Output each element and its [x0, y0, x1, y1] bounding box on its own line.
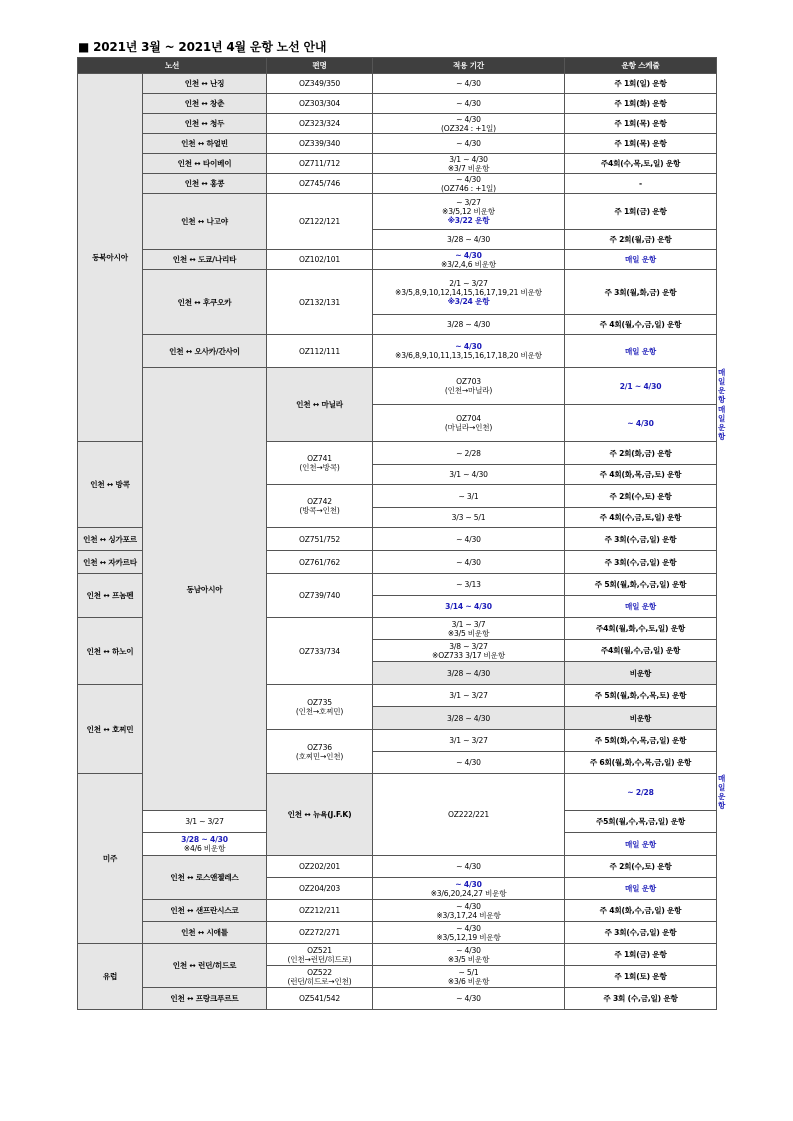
page-title: ■ 2021년 3월 ~ 2021년 4월 운항 노선 안내 [78, 40, 327, 54]
period-cell: 2/1 ~ 3/27 ※3/5,8,9,10,12,14,15,16,17,19,21 비운항 ※3/24 운항 [373, 270, 565, 315]
schedule-cell: 주 2회(수,토) 운항 [565, 856, 717, 878]
period-cell: ~ 3/1 [373, 485, 565, 508]
period-cell: ~ 4/30 ※3/3,17,24 비운항 [373, 900, 565, 922]
schedule-cell: 비운항 [565, 662, 717, 685]
header-schedule: 운항 스케줄 [565, 58, 717, 74]
schedule-cell: 주 4회(화,수,금,일) 운항 [565, 900, 717, 922]
period-cell: 3/28 ~ 4/30 ※4/6 비운항 [143, 833, 267, 856]
schedule-cell: 주 3회(수,금,일) 운항 [565, 528, 717, 551]
table-row [78, 174, 717, 194]
schedule-cell: 비운항 [565, 707, 717, 730]
schedule-cell: 매일 운항 [565, 596, 717, 618]
period-cell: ~ 4/30 ※3/2,4,6 비운항 [373, 250, 565, 270]
period-cell: ~ 2/28 [373, 442, 565, 465]
route-cell: 인천 ↔ 로스앤젤레스 [143, 856, 267, 900]
schedule-cell: 주 4회(수,금,토,일) 운항 [565, 508, 717, 528]
schedule-cell: 주 1회(화) 운항 [565, 94, 717, 114]
route-cell: 인천 ↔ 런던/히드로 [143, 944, 267, 988]
schedule-cell: 주 5회(월,화,수,목,토) 운항 [565, 685, 717, 707]
route-cell: 인천 ↔ 프랑크푸르트 [143, 988, 267, 1010]
route-cell: 인천 ↔ 홍콩 [143, 174, 267, 194]
flight-cell: OZ742 (방콕→인천) [267, 485, 373, 528]
route-cell: 인천 ↔ 뉴욕(J.F.K) [267, 774, 373, 856]
flight-cell: OZ303/304 [267, 94, 373, 114]
period-cell: ~ 4/30 ※3/6,20,24,27 비운항 [373, 878, 565, 900]
route-cell: 인천 ↔ 시애틀 [143, 922, 267, 944]
flight-cell: OZ522 (런던/히드로→인천) [267, 966, 373, 988]
flight-cell: OZ703 (인천→마닐라) [373, 368, 565, 405]
flight-cell: OZ751/752 [267, 528, 373, 551]
schedule-cell: 매일 운항 [565, 250, 717, 270]
flight-cell: OZ222/221 [373, 774, 565, 856]
schedule-cell: 주 4회(화,목,금,토) 운항 [565, 465, 717, 485]
schedule-cell: 주 2회(수,토) 운항 [565, 485, 717, 508]
period-cell: 3/14 ~ 4/30 [373, 596, 565, 618]
route-cell: 인천 ↔ 하얼빈 [143, 134, 267, 154]
table-row [78, 922, 717, 944]
route-cell: 인천 ↔ 난징 [143, 74, 267, 94]
flight-cell: OZ272/271 [267, 922, 373, 944]
schedule-cell: 주5회(월,수,목,금,일) 운항 [565, 811, 717, 833]
flight-cell: OZ349/350 [267, 74, 373, 94]
table-row: 미주 인천 ↔ 뉴욕(J.F.K) OZ222/221 ~ 2/28 매일 운항 [78, 774, 717, 811]
flight-cell: OZ122/121 [267, 194, 373, 250]
period-cell: 3/3 ~ 5/1 [373, 508, 565, 528]
region-northeast-asia: 동북아시아 [78, 74, 143, 442]
flight-cell: OZ736 (호찌민→인천) [267, 730, 373, 774]
schedule-cell: 주4회(월,화,수,토,일) 운항 [565, 618, 717, 640]
schedule-cell: 주 3회(월,화,금) 운항 [565, 270, 717, 315]
period-cell: 3/1 ~ 3/7 ※3/5 비운항 [373, 618, 565, 640]
schedule-cell: 주 3회(수,금,일) 운항 [565, 551, 717, 574]
schedule-cell: 주 4회(월,수,금,일) 운항 [565, 315, 717, 335]
table-row: 동남아시아 인천 ↔ 마닐라 OZ703 (인천→마닐라) 2/1 ~ 4/30 매일 운항 [78, 368, 717, 405]
route-cell: 인천 ↔ 싱가포르 [78, 528, 143, 551]
flight-cell: OZ711/712 [267, 154, 373, 174]
period-cell: 3/8 ~ 3/27 ※OZ733 3/17 비운항 [373, 640, 565, 662]
table-row [78, 270, 717, 315]
flight-cell: OZ739/740 [267, 574, 373, 618]
schedule-cell: - [565, 174, 717, 194]
schedule-cell: 주 3회 (수,금,일) 운항 [565, 988, 717, 1010]
period-cell: ~ 4/30 ※3/5 비운항 [373, 944, 565, 966]
route-cell: 인천 ↔ 프놈펜 [78, 574, 143, 618]
period-cell: ~ 4/30 [373, 528, 565, 551]
table-row [78, 154, 717, 174]
flight-cell: OZ323/324 [267, 114, 373, 134]
table-header-row [78, 58, 717, 74]
route-cell: 인천 ↔ 마닐라 [267, 368, 373, 442]
period-cell: 3/1 ~ 3/27 [373, 730, 565, 752]
flight-cell: OZ204/203 [267, 878, 373, 900]
schedule-cell: 주 1회(토) 운항 [565, 966, 717, 988]
flight-cell: OZ202/201 [267, 856, 373, 878]
period-cell: ~ 4/30 [373, 134, 565, 154]
flight-cell: OZ735 (인천→호찌민) [267, 685, 373, 730]
schedule-cell: 주 2회(화,금) 운항 [565, 442, 717, 465]
period-cell: ~ 3/27 ※3/5,12 비운항 ※3/22 운항 [373, 194, 565, 230]
period-cell: 3/28 ~ 4/30 [373, 315, 565, 335]
table-row [78, 194, 717, 230]
flight-cell: OZ212/211 [267, 900, 373, 922]
schedule-cell: 매일 운항 [565, 833, 717, 856]
schedule-cell: 주 1회(목) 운항 [565, 134, 717, 154]
schedule-cell: 매일 운항 [565, 335, 717, 368]
route-cell: 인천 ↔ 자카르타 [78, 551, 143, 574]
table-row [78, 74, 717, 94]
schedule-cell: 주 5회(월,화,수,금,일) 운항 [565, 574, 717, 596]
route-cell: 인천 ↔ 호찌민 [78, 685, 143, 774]
route-cell: 인천 ↔ 타이베이 [143, 154, 267, 174]
route-cell: 인천 ↔ 도쿄/나리타 [143, 250, 267, 270]
table-row [78, 335, 717, 368]
period-cell: ~ 4/30 [373, 94, 565, 114]
period-cell: 3/28 ~ 4/30 [373, 707, 565, 730]
route-cell: 인천 ↔ 방콕 [78, 442, 143, 528]
route-cell: 인천 ↔ 나고야 [143, 194, 267, 250]
schedule-cell: 주 1회(금) 운항 [565, 944, 717, 966]
schedule-cell: 주 1회(목) 운항 [565, 114, 717, 134]
flight-cell: OZ102/101 [267, 250, 373, 270]
schedule-cell: 주 3회(수,금,일) 운항 [565, 922, 717, 944]
header-period: 적용 기간 [373, 58, 565, 74]
schedule-cell: 주 2회(월,금) 운항 [565, 230, 717, 250]
period-cell: 3/28 ~ 4/30 [373, 230, 565, 250]
period-cell: ~ 4/30 ※3/5,12,19 비운항 [373, 922, 565, 944]
schedule-cell: 주 1회(금) 운항 [565, 194, 717, 230]
period-cell: ~ 4/30 [373, 74, 565, 94]
period-cell: 3/1 ~ 3/27 [373, 685, 565, 707]
period-cell: 3/1 ~ 4/30 ※3/7 비운항 [373, 154, 565, 174]
flight-cell: OZ339/340 [267, 134, 373, 154]
table-row [78, 944, 717, 966]
schedule-cell: 주 6회(월,화,수,목,금,일) 운항 [565, 752, 717, 774]
period-cell: 2/1 ~ 4/30 [565, 368, 717, 405]
period-cell: ~ 4/30 (OZ324 : +1일) [373, 114, 565, 134]
table-row [78, 94, 717, 114]
period-cell: ~ 4/30 (OZ746 : +1일) [373, 174, 565, 194]
schedule-cell: 주 1회(일) 운항 [565, 74, 717, 94]
period-cell: 3/28 ~ 4/30 [373, 662, 565, 685]
flight-cell: OZ521 (인천→런던/히드로) [267, 944, 373, 966]
region-southeast-asia: 동남아시아 [143, 368, 267, 811]
table-row [78, 988, 717, 1010]
period-cell: ~ 5/1 ※3/6 비운항 [373, 966, 565, 988]
region-europe: 유럽 [78, 944, 143, 1010]
table-row [78, 900, 717, 922]
flight-cell: OZ541/542 [267, 988, 373, 1010]
route-cell: 인천 ↔ 청두 [143, 114, 267, 134]
table-row [78, 134, 717, 154]
table-row [78, 114, 717, 134]
route-cell: 인천 ↔ 창춘 [143, 94, 267, 114]
schedule-cell: 주4회(월,수,금,일) 운항 [565, 640, 717, 662]
table-row [78, 250, 717, 270]
schedule-cell: 주4회(수,목,토,일) 운항 [565, 154, 717, 174]
flight-cell: OZ112/111 [267, 335, 373, 368]
table-row: OZ704 (마닐라→인천) ~ 4/30 매일 운항 [78, 405, 717, 442]
flight-cell: OZ704 (마닐라→인천) [373, 405, 565, 442]
period-cell: ~ 4/30 [373, 856, 565, 878]
route-cell: 인천 ↔ 샌프란시스코 [143, 900, 267, 922]
period-cell: ~ 4/30 [373, 551, 565, 574]
route-cell: 인천 ↔ 후쿠오카 [143, 270, 267, 335]
header-route: 노선 [78, 58, 267, 74]
period-cell: ~ 4/30 [373, 988, 565, 1010]
route-cell: 인천 ↔ 하노이 [78, 618, 143, 685]
period-cell: 3/1 ~ 3/27 [143, 811, 267, 833]
schedule-cell: 주 5회(화,수,목,금,일) 운항 [565, 730, 717, 752]
flight-cell: OZ733/734 [267, 618, 373, 685]
region-americas: 미주 [78, 774, 143, 944]
flight-cell: OZ741 (인천→방콕) [267, 442, 373, 485]
table-row [78, 856, 717, 878]
period-cell: ~ 4/30 [565, 405, 717, 442]
route-schedule-table [77, 57, 726, 1010]
period-cell: 3/1 ~ 4/30 [373, 465, 565, 485]
flight-cell: OZ745/746 [267, 174, 373, 194]
route-cell: 인천 ↔ 오사카/간사이 [143, 335, 267, 368]
period-cell: ~ 2/28 [565, 774, 717, 811]
period-cell: ~ 4/30 [373, 752, 565, 774]
period-cell: ~ 3/13 [373, 574, 565, 596]
period-cell: ~ 4/30 ※3/6,8,9,10,11,13,15,16,17,18,20 비운항 [373, 335, 565, 368]
header-flight: 편명 [267, 58, 373, 74]
flight-cell: OZ132/131 [267, 270, 373, 335]
schedule-cell: 매일 운항 [565, 878, 717, 900]
flight-cell: OZ761/762 [267, 551, 373, 574]
